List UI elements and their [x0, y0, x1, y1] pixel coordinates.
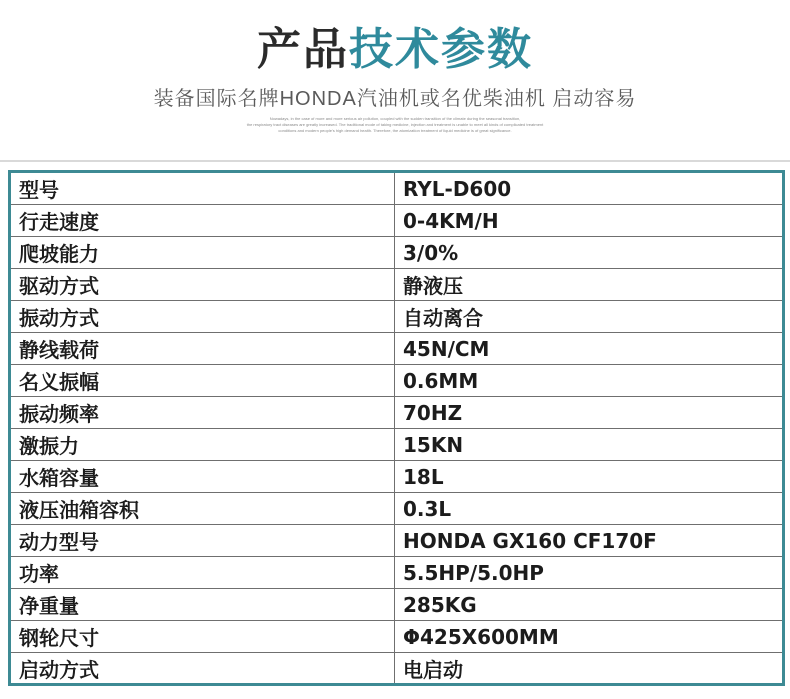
spec-value: 5.5HP/5.0HP: [403, 560, 544, 585]
spec-label: 振动频率: [11, 397, 395, 428]
spec-label: 行走速度: [11, 205, 395, 236]
table-row: [11, 365, 782, 397]
table-row: [11, 237, 782, 269]
table-row: [11, 557, 782, 589]
table-row: [11, 173, 782, 205]
spec-label: 启动方式: [11, 653, 395, 683]
fine-print-line: conditions and modern people's high demand health. Therefore, the atomization treatment of liquid medicine is of great significance.: [278, 128, 512, 133]
spec-label: 名义振幅: [11, 365, 395, 396]
page-title: [0, 22, 790, 78]
spec-label: 净重量: [11, 589, 395, 620]
spec-label: 功率: [11, 557, 395, 588]
table-row: [11, 461, 782, 493]
table-row: [11, 525, 782, 557]
table-row: [11, 429, 782, 461]
table-row: [11, 269, 782, 301]
spec-value: 静液压: [403, 274, 463, 298]
spec-value: RYL-D600: [403, 176, 512, 201]
spec-label: 液压油箱容积: [11, 493, 395, 524]
spec-value: 0-4KM/H: [403, 208, 499, 233]
fine-print-line: Nowadays, in the case of more and more serious air pollution, coupled with the sudden transition of the climate during the seasonal transition,: [269, 116, 521, 121]
spec-value: 70HZ: [403, 400, 463, 425]
spec-value: 0.3L: [403, 496, 452, 521]
table-row: [11, 301, 782, 333]
spec-value: 18L: [403, 464, 444, 489]
spec-value: 自动离合: [403, 306, 483, 330]
spec-label: 振动方式: [11, 301, 395, 332]
spec-label: 驱动方式: [11, 269, 395, 300]
spec-label: 水箱容量: [11, 461, 395, 492]
spec-value: 0.6MM: [403, 368, 479, 393]
spec-label: 激振力: [11, 429, 395, 460]
fine-print: [200, 116, 590, 134]
divider: [0, 160, 790, 162]
spec-label: 动力型号: [11, 525, 395, 556]
table-row: [11, 333, 782, 365]
spec-value: HONDA GX160 CF170F: [403, 528, 657, 553]
table-row: [11, 397, 782, 429]
spec-value: 3/0%: [403, 240, 459, 265]
spec-value: 45N/CM: [403, 336, 490, 361]
page-title-main: 产品: [257, 25, 349, 74]
spec-label: 爬坡能力: [11, 237, 395, 268]
fine-print-line: the respiratory tract diseases are greatly increased. The traditional mode of taking medicine, injection and treatment is unable to meet all kinds of complicated treatment: [246, 122, 544, 127]
spec-label: 静线载荷: [11, 333, 395, 364]
spec-value: 285KG: [403, 592, 477, 617]
table-row: [11, 621, 782, 653]
spec-label: 型号: [11, 173, 395, 204]
spec-value: 15KN: [403, 432, 464, 457]
spec-value: 电启动: [403, 657, 463, 682]
spec-value: Φ425X600MM: [403, 624, 559, 649]
table-row: [11, 653, 782, 683]
page-title-accent: 技术参数: [349, 25, 533, 74]
table-row: [11, 589, 782, 621]
table-row: [11, 493, 782, 525]
spec-label: 钢轮尺寸: [11, 621, 395, 652]
spec-table: [8, 170, 785, 686]
page-subtitle: 装备国际名牌HONDA汽油机或名优柴油机 启动容易: [153, 88, 637, 110]
table-row: [11, 205, 782, 237]
